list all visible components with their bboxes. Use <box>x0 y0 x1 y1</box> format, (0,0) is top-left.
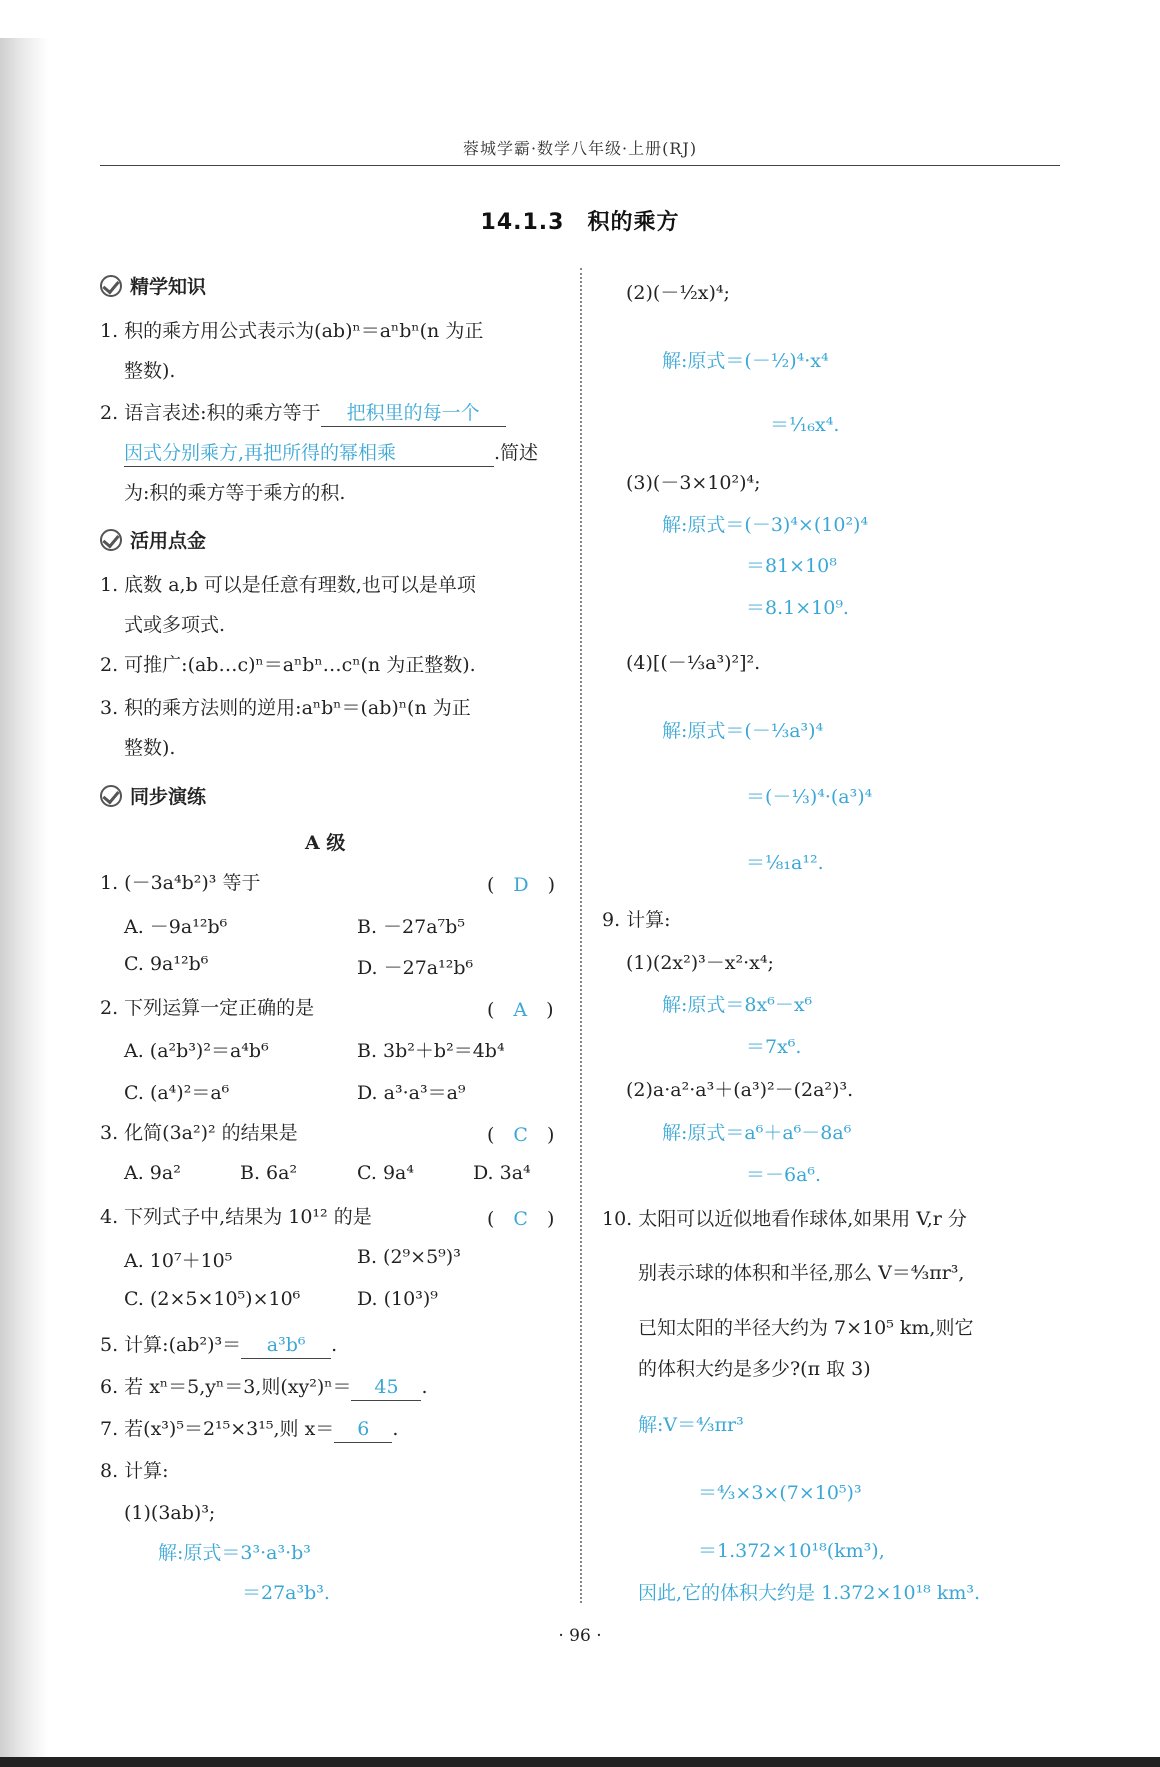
bottom-edge <box>0 1757 1160 1767</box>
solution-line: ＝8.1×10⁹. <box>746 597 849 619</box>
choice-d: D. (10³)⁹ <box>357 1288 438 1310</box>
solution-line: ＝1.372×10¹⁸(km³), <box>698 1540 885 1562</box>
choice-a: A. －9a¹²b⁶ <box>124 916 228 938</box>
fill-answer: a³b⁶ <box>241 1332 331 1359</box>
solution-line: 因此,它的体积大约是 1.372×10¹⁸ km³. <box>638 1582 981 1604</box>
question-8-4: (4)[(－⅓a³)²]². <box>626 652 761 674</box>
solution-line: ＝81×10⁸ <box>746 555 837 577</box>
hint-2: 2. 可推广:(ab…c)ⁿ＝aⁿbⁿ…cⁿ(n 为正整数). <box>100 654 476 676</box>
solution-line: ＝¹⁄₁₆x⁴. <box>770 414 840 436</box>
choice-d: D. a³·a³＝a⁹ <box>357 1082 466 1104</box>
question-1: 1. (－3a⁴b²)³ 等于 <box>100 872 261 894</box>
solution-line: ＝27a³b³. <box>242 1582 330 1604</box>
section-title: 精学知识 <box>130 276 207 298</box>
choice-a: A. 10⁷＋10⁵ <box>124 1250 233 1272</box>
choice-c: C. (2×5×10⁵)×10⁶ <box>124 1288 301 1310</box>
solution-line: 解:原式＝(－⅓a³)⁴ <box>662 720 824 742</box>
choice-c: C. (a⁴)²＝a⁶ <box>124 1082 230 1104</box>
answer-choice: C <box>513 1124 528 1146</box>
answer-paren: ( C ) <box>487 1208 555 1230</box>
fill-answer: 45 <box>351 1374 421 1401</box>
choice-b: B. 6a² <box>240 1162 298 1184</box>
answer-choice: C <box>513 1208 528 1230</box>
knowledge-1-line1: 1. 积的乘方用公式表示为(ab)ⁿ＝aⁿbⁿ(n 为正 <box>100 320 484 342</box>
solution-line: ＝¹⁄₈₁a¹². <box>746 852 824 874</box>
question-10-line2: 别表示球的体积和半径,那么 V＝⁴⁄₃πr³, <box>638 1262 965 1284</box>
running-header: 蓉城学霸·数学八年级·上册(RJ) <box>462 139 698 158</box>
question-9-2: (2)a·a²·a³＋(a³)²－(2a²)³. <box>626 1079 854 1101</box>
choice-a: A. (a²b³)²＝a⁴b⁶ <box>124 1040 269 1062</box>
choice-a: A. 9a² <box>124 1162 181 1184</box>
hint-1-line1: 1. 底数 a,b 可以是任意有理数,也可以是单项 <box>100 574 476 596</box>
question-4: 4. 下列式子中,结果为 10¹² 的是 <box>100 1206 372 1228</box>
question-9: 9. 计算: <box>602 909 671 931</box>
hint-3-line1: 3. 积的乘方法则的逆用:aⁿbⁿ＝(ab)ⁿ(n 为正 <box>100 697 471 719</box>
choice-b: B. (2⁹×5⁹)³ <box>357 1246 461 1268</box>
header-rule <box>100 165 1060 166</box>
fill-answer: 因式分别乘方,再把所得的幂相乘 <box>124 440 494 467</box>
solution-line: 解:原式＝(－3)⁴×(10²)⁴ <box>662 514 869 536</box>
solution-line: 解:原式＝(－½)⁴·x⁴ <box>662 350 829 372</box>
check-icon <box>100 529 122 551</box>
answer-choice: D <box>513 874 529 896</box>
page-edge-shadow <box>0 0 48 1767</box>
question-3: 3. 化简(3a²)² 的结果是 <box>100 1122 298 1144</box>
choice-d: D. 3a⁴ <box>473 1162 531 1184</box>
question-7: 7. 若(x³)⁵＝2¹⁵×3¹⁵,则 x＝ 6 . <box>100 1416 398 1443</box>
knowledge-2-line3: 为:积的乘方等于乘方的积. <box>124 482 346 504</box>
page-edge-top <box>0 0 48 38</box>
solution-line: ＝－6a⁶. <box>746 1164 822 1186</box>
choice-b: B. 3b²＋b²＝4b⁴ <box>357 1040 505 1062</box>
solution-line: 解:原式＝8x⁶－x⁶ <box>662 994 813 1016</box>
page-title: 14.1.3 积的乘方 <box>480 210 680 235</box>
check-icon <box>100 785 122 807</box>
choice-b: B. －27a⁷b⁵ <box>357 916 465 938</box>
knowledge-2-text: 2. 语言表述:积的乘方等于 <box>100 402 321 424</box>
section-tongbu <box>100 782 206 809</box>
choice-d: D. －27a¹²b⁶ <box>357 957 474 979</box>
fill-answer: 把积里的每一个 <box>321 400 506 427</box>
knowledge-2-text: .简述 <box>494 442 539 464</box>
section-title: 同步演练 <box>130 786 207 808</box>
question-text: 6. 若 xⁿ＝5,yⁿ＝3,则(xy²)ⁿ＝ <box>100 1376 352 1398</box>
solution-line: 解:V＝⁴⁄₃πr³ <box>638 1414 744 1436</box>
question-9-1: (1)(2x²)³－x²·x⁴; <box>626 952 774 974</box>
choice-c: C. 9a¹²b⁶ <box>124 953 209 975</box>
question-5: 5. 计算:(ab²)³＝ a³b⁶ . <box>100 1332 337 1359</box>
answer-paren: ( D ) <box>487 874 556 896</box>
question-8-3: (3)(－3×10²)⁴; <box>626 472 761 494</box>
choice-c: C. 9a⁴ <box>357 1162 414 1184</box>
question-8-2: (2)(－½x)⁴; <box>626 282 730 304</box>
question-text: 7. 若(x³)⁵＝2¹⁵×3¹⁵,则 x＝ <box>100 1418 335 1440</box>
question-10-line3: 已知太阳的半径大约为 7×10⁵ km,则它 <box>638 1317 974 1339</box>
hint-3-line2: 整数). <box>124 737 176 759</box>
section-huoyong <box>100 526 206 553</box>
solution-line: ＝7x⁶. <box>746 1036 802 1058</box>
answer-paren: ( A ) <box>487 999 554 1021</box>
solution-line: ＝⁴⁄₃×3×(7×10⁵)³ <box>698 1482 862 1504</box>
page-number: · 96 · <box>558 1626 602 1646</box>
level-label: A 级 <box>305 832 346 854</box>
knowledge-1-line2: 整数). <box>124 360 176 382</box>
knowledge-2-line1 <box>100 400 506 427</box>
question-8-1: (1)(3ab)³; <box>124 1502 216 1524</box>
solution-line: 解:原式＝a⁶＋a⁶－8a⁶ <box>662 1122 852 1144</box>
hint-1-line2: 式或多项式. <box>124 614 226 636</box>
question-text: 5. 计算:(ab²)³＝ <box>100 1334 242 1356</box>
fill-answer: 6 <box>334 1416 392 1443</box>
solution-line: 解:原式＝3³·a³·b³ <box>158 1542 311 1564</box>
question-8: 8. 计算: <box>100 1460 169 1482</box>
answer-paren: ( C ) <box>487 1124 555 1146</box>
column-divider <box>580 268 582 1603</box>
section-jingxue <box>100 272 206 299</box>
solution-line: ＝(－⅓)⁴·(a³)⁴ <box>746 786 873 808</box>
knowledge-2-line2 <box>124 440 538 467</box>
check-icon <box>100 275 122 297</box>
section-title: 活用点金 <box>130 530 207 552</box>
question-2: 2. 下列运算一定正确的是 <box>100 997 315 1019</box>
answer-choice: A <box>513 999 528 1021</box>
question-10-line4: 的体积大约是多少?(π 取 3) <box>638 1358 871 1380</box>
question-6: 6. 若 xⁿ＝5,yⁿ＝3,则(xy²)ⁿ＝ 45 . <box>100 1374 428 1401</box>
question-10-line1: 10. 太阳可以近似地看作球体,如果用 V,r 分 <box>602 1208 967 1230</box>
